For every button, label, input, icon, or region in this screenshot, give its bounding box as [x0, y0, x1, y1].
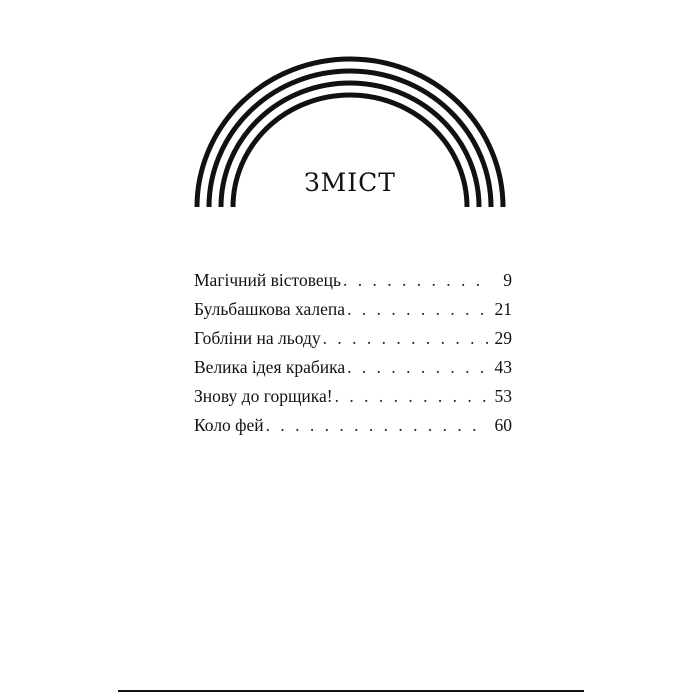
toc-entry[interactable] [194, 382, 512, 411]
toc-entry-page: 21 [494, 299, 512, 319]
dot-leader [335, 382, 488, 411]
dot-leader [323, 324, 488, 353]
toc-entry-page: 60 [494, 415, 512, 435]
dot-leader [347, 353, 488, 382]
dot-leader [347, 295, 488, 324]
toc-entry-title: Гобліни на льоду [194, 328, 321, 348]
page-bottom-rule [118, 690, 584, 692]
toc-entry[interactable] [194, 295, 512, 324]
toc-entry-title: Магічний вістовець [194, 270, 341, 290]
toc-entry[interactable] [194, 411, 512, 440]
toc-entry[interactable] [194, 324, 512, 353]
toc-entry-title: Знову до горщика! [194, 386, 333, 406]
toc-entry-page: 9 [503, 270, 512, 290]
toc-entry-title: Бульбашкова халепа [194, 299, 346, 319]
toc-entry-title: Велика ідея крабика [194, 357, 346, 377]
toc-entry-page: 53 [494, 386, 512, 406]
toc-entry-page: 29 [494, 328, 512, 348]
dot-leader [343, 266, 488, 295]
toc-entry[interactable] [194, 266, 512, 295]
toc-entry-title: Коло фей [194, 415, 264, 435]
dot-leader [266, 411, 488, 440]
toc-entry[interactable] [194, 353, 512, 382]
contents-title: ЗМІСТ [304, 168, 396, 197]
toc-entry-page: 43 [494, 357, 512, 377]
table-of-contents [194, 266, 512, 440]
